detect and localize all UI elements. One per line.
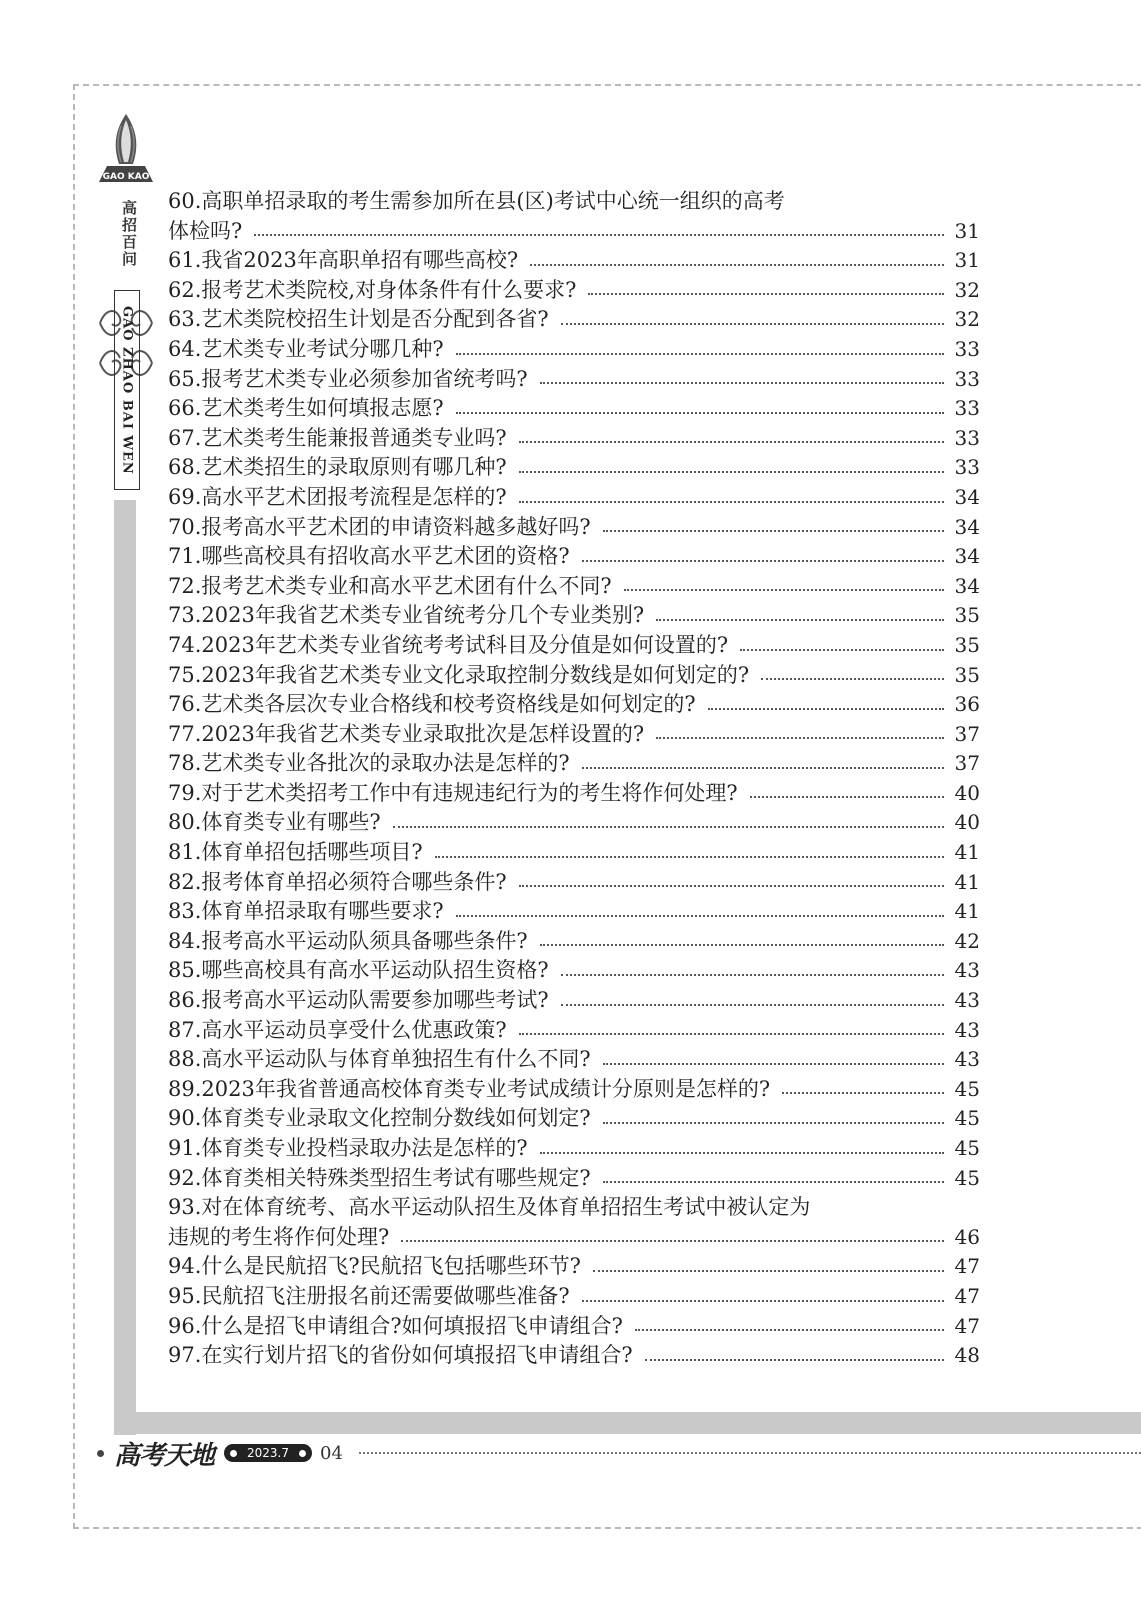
toc-entry (168, 481, 980, 511)
toc-entry-title: 97.在实行划片招飞的省份如何填报招飞申请组合? (168, 1343, 633, 1368)
toc-leader-dots (561, 973, 944, 976)
toc-leader-dots (603, 1180, 944, 1183)
toc-entry-page: 33 (954, 455, 980, 480)
toc-leader-dots (593, 1269, 944, 1272)
toc-entry (168, 1132, 980, 1162)
toc-entry-page: 45 (954, 1106, 980, 1131)
toc-entry-title: 体检吗? (168, 218, 243, 243)
toc-entry-title: 61.我省2023年高职单招有哪些高校? (168, 248, 519, 273)
toc-leader-dots (540, 1151, 944, 1154)
toc-entry-title: 68.艺术类招生的录取原则有哪几种? (168, 455, 507, 480)
toc-leader-dots (603, 1121, 944, 1124)
toc-entry (168, 659, 980, 689)
toc-entry (168, 806, 980, 836)
toc-entry-title: 71.哪些高校具有招收高水平艺术团的资格? (168, 544, 570, 569)
sidebar-title-en-box (114, 290, 140, 490)
issue-badge-dot (299, 1450, 306, 1457)
toc-entry (168, 629, 980, 659)
toc-entry-page: 36 (954, 692, 980, 717)
toc-entry-title: 82.报考体育单招必须符合哪些条件? (168, 869, 507, 894)
toc-leader-dots (540, 943, 944, 946)
toc-leader-dots (540, 381, 944, 384)
toc-entry-page: 33 (954, 425, 980, 450)
toc-entry-page: 41 (954, 869, 980, 894)
toc-entry-page: 31 (954, 248, 980, 273)
toc-entry-title: 85.哪些高校具有高水平运动队招生资格? (168, 958, 549, 983)
toc-entry-title: 69.高水平艺术团报考流程是怎样的? (168, 484, 507, 509)
footer-dotted-line (359, 1452, 1141, 1454)
toc-entry-page: 33 (954, 336, 980, 361)
toc-leader-dots (635, 1328, 944, 1331)
toc-entry (168, 363, 980, 393)
toc-entry-page: 35 (954, 662, 980, 687)
toc-leader-dots (401, 1239, 944, 1242)
toc-entry (168, 392, 980, 422)
toc-entry (168, 1280, 980, 1310)
toc-entry (168, 1162, 980, 1192)
toc-entry (168, 718, 980, 748)
logo-text: GAO KAO (102, 172, 150, 182)
toc-entry (168, 1014, 980, 1044)
toc-leader-dots (782, 1091, 944, 1094)
toc-leader-dots (530, 263, 944, 266)
toc-entry-title: 62.报考艺术类院校,对身体条件有什么要求? (168, 277, 577, 302)
toc-entry-title: 81.体育单招包括哪些项目? (168, 840, 423, 865)
toc-entry-title: 75.2023年我省艺术类专业文化录取控制分数线是如何划定的? (168, 662, 750, 687)
toc-leader-dots (456, 411, 944, 414)
toc-entry-page: 34 (954, 573, 980, 598)
toc-entry-page: 35 (954, 632, 980, 657)
footer-brand: 高考天地 (114, 1440, 215, 1471)
toc-entry (168, 1073, 980, 1103)
toc-entry-page: 32 (954, 307, 980, 332)
gaokao-logo-icon (95, 112, 157, 187)
toc-entry-title: 79.对于艺术类招考工作中有违规违纪行为的考生将作何处理? (168, 780, 738, 805)
issue-date: 2023.7 (247, 1446, 290, 1460)
toc-leader-dots (519, 440, 944, 443)
toc-leader-dots (582, 1299, 944, 1302)
toc-entry-title: 86.报考高水平运动队需要参加哪些考试? (168, 988, 549, 1013)
toc-entry (168, 747, 980, 777)
toc-entry-page: 33 (954, 366, 980, 391)
toc-leader-dots (750, 795, 944, 798)
issue-badge (224, 1444, 312, 1462)
toc-entry (168, 185, 980, 215)
toc-entry-page: 37 (954, 751, 980, 776)
toc-leader-dots (603, 1062, 944, 1065)
toc-entry-title: 72.报考艺术类专业和高水平艺术团有什么不同? (168, 573, 612, 598)
toc-entry (168, 1310, 980, 1340)
toc-entry (168, 274, 980, 304)
toc-leader-dots (740, 648, 944, 651)
toc-entry (168, 599, 980, 629)
toc-entry-page: 42 (954, 928, 980, 953)
toc-leader-dots (582, 766, 944, 769)
toc-entry-title: 91.体育类专业投档录取办法是怎样的? (168, 1136, 528, 1160)
footer-dot (97, 1450, 104, 1457)
toc-entry-title: 66.艺术类考生如何填报志愿? (168, 396, 444, 421)
toc-entry-title: 64.艺术类专业考试分哪几种? (168, 336, 444, 361)
toc-leader-dots (645, 1358, 944, 1361)
toc-entry-title: 90.体育类专业录取文化控制分数线如何划定? (168, 1106, 591, 1131)
toc-entry-page: 34 (954, 484, 980, 509)
toc-entry-page: 31 (954, 218, 980, 243)
toc-entry-page: 34 (954, 544, 980, 569)
toc-entry-page: 41 (954, 840, 980, 865)
toc-entry-title: 76.艺术类各层次专业合格线和校考资格线是如何划定的? (168, 692, 696, 717)
toc-entry-title: 67.艺术类考生能兼报普通类专业吗? (168, 425, 507, 450)
toc-leader-dots (519, 470, 944, 473)
toc-entry (168, 895, 980, 925)
toc-leader-dots (761, 677, 944, 680)
toc-entry (168, 688, 980, 718)
toc-entry-page: 37 (954, 721, 980, 746)
sidebar-title-en: GAO ZHAO BAI WEN (119, 305, 135, 475)
toc-entry (168, 1221, 980, 1251)
toc-entry-title: 95.民航招飞注册报名前还需要做哪些准备? (168, 1283, 570, 1308)
toc-entry (168, 511, 980, 541)
toc-entry (168, 984, 980, 1014)
footer (93, 1435, 1141, 1471)
toc-entry-title: 89.2023年我省普通高校体育类专业考试成绩计分原则是怎样的? (168, 1076, 771, 1101)
toc-entry-page: 35 (954, 603, 980, 628)
toc-entry-title: 88.高水平运动队与体育单独招生有什么不同? (168, 1047, 591, 1072)
toc-entry (168, 215, 980, 245)
toc-entry-title: 74.2023年艺术类专业省统考考试科目及分值是如何设置的? (168, 632, 729, 657)
toc-entry (168, 866, 980, 896)
toc-leader-dots (393, 825, 944, 828)
toc-entry-page: 45 (954, 1136, 980, 1160)
gray-bar-horizontal (114, 1412, 1141, 1434)
toc-entry-title: 94.什么是民航招飞?民航招飞包括哪些环节? (168, 1254, 581, 1279)
toc-entry (168, 244, 980, 274)
toc-entry-title: 83.体育单招录取有哪些要求? (168, 899, 444, 924)
toc-entry (168, 836, 980, 866)
toc-leader-dots (561, 1003, 944, 1006)
toc-entry-title: 93.对在体育统考、高水平运动队招生及体育单招招生考试中被认定为 (168, 1195, 811, 1220)
toc-leader-dots (588, 292, 944, 295)
toc-leader-dots (456, 914, 944, 917)
toc-leader-dots (624, 588, 944, 591)
toc-entry-title: 63.艺术类院校招生计划是否分配到各省? (168, 307, 549, 332)
toc-entry-page: 43 (954, 1047, 980, 1072)
toc-entry-title: 78.艺术类专业各批次的录取办法是怎样的? (168, 751, 570, 776)
toc-entry-page: 45 (954, 1076, 980, 1101)
toc-leader-dots (519, 884, 944, 887)
toc-entry-title: 77.2023年我省艺术类专业录取批次是怎样设置的? (168, 721, 645, 746)
toc-leader-dots (603, 529, 944, 532)
toc-entry-page: 47 (954, 1283, 980, 1308)
toc-leader-dots (519, 1032, 944, 1035)
table-of-contents (168, 185, 980, 1369)
toc-leader-dots (656, 618, 944, 621)
issue-badge-dot (230, 1450, 237, 1457)
toc-entry-page: 45 (954, 1165, 980, 1190)
toc-entry (168, 570, 980, 600)
toc-leader-dots (561, 322, 944, 325)
toc-entry-title: 73.2023年我省艺术类专业省统考分几个专业类别? (168, 603, 645, 628)
toc-leader-dots (519, 500, 944, 503)
toc-entry (168, 1043, 980, 1073)
toc-entry (168, 540, 980, 570)
toc-leader-dots (708, 707, 944, 710)
toc-entry (168, 1191, 980, 1221)
toc-entry-page: 46 (954, 1224, 980, 1249)
toc-entry (168, 333, 980, 363)
toc-entry-page: 43 (954, 988, 980, 1013)
toc-entry (168, 303, 980, 333)
toc-entry-page: 48 (954, 1343, 980, 1368)
toc-entry (168, 1250, 980, 1280)
toc-entry (168, 925, 980, 955)
toc-entry-title: 92.体育类相关特殊类型招生考试有哪些规定? (168, 1165, 591, 1190)
toc-entry (168, 1339, 980, 1369)
toc-entry-page: 33 (954, 396, 980, 421)
sidebar-title-cn: 高招百问 (120, 200, 138, 268)
toc-entry-title: 60.高职单招录取的考生需参加所在县(区)考试中心统一组织的高考 (168, 189, 785, 213)
toc-leader-dots (435, 855, 944, 858)
toc-entry-page: 43 (954, 1017, 980, 1042)
gray-bar-vertical (114, 500, 136, 1435)
toc-entry (168, 954, 980, 984)
toc-entry (168, 422, 980, 452)
toc-entry-title: 违规的考生将作何处理? (168, 1224, 390, 1249)
toc-entry-page: 40 (954, 780, 980, 805)
toc-entry-title: 70.报考高水平艺术团的申请资料越多越好吗? (168, 514, 591, 539)
toc-leader-dots (254, 233, 944, 236)
toc-entry-title: 80.体育类专业有哪些? (168, 810, 381, 835)
toc-entry (168, 1102, 980, 1132)
toc-entry (168, 777, 980, 807)
toc-entry-page: 47 (954, 1313, 980, 1338)
toc-entry-title: 87.高水平运动员享受什么优惠政策? (168, 1017, 507, 1042)
toc-entry-page: 43 (954, 958, 980, 983)
toc-leader-dots (656, 736, 944, 739)
toc-leader-dots (582, 559, 944, 562)
toc-entry-title: 65.报考艺术类专业必须参加省统考吗? (168, 366, 528, 391)
toc-entry-page: 47 (954, 1254, 980, 1279)
toc-entry-page: 41 (954, 899, 980, 924)
toc-entry-title: 84.报考高水平运动队须具备哪些条件? (168, 928, 528, 953)
toc-entry (168, 451, 980, 481)
page-number: 04 (320, 1442, 343, 1464)
toc-entry-title: 96.什么是招飞申请组合?如何填报招飞申请组合? (168, 1313, 623, 1338)
toc-entry-page: 34 (954, 514, 980, 539)
toc-leader-dots (456, 352, 944, 355)
toc-entry-page: 32 (954, 277, 980, 302)
toc-entry-page: 40 (954, 810, 980, 835)
